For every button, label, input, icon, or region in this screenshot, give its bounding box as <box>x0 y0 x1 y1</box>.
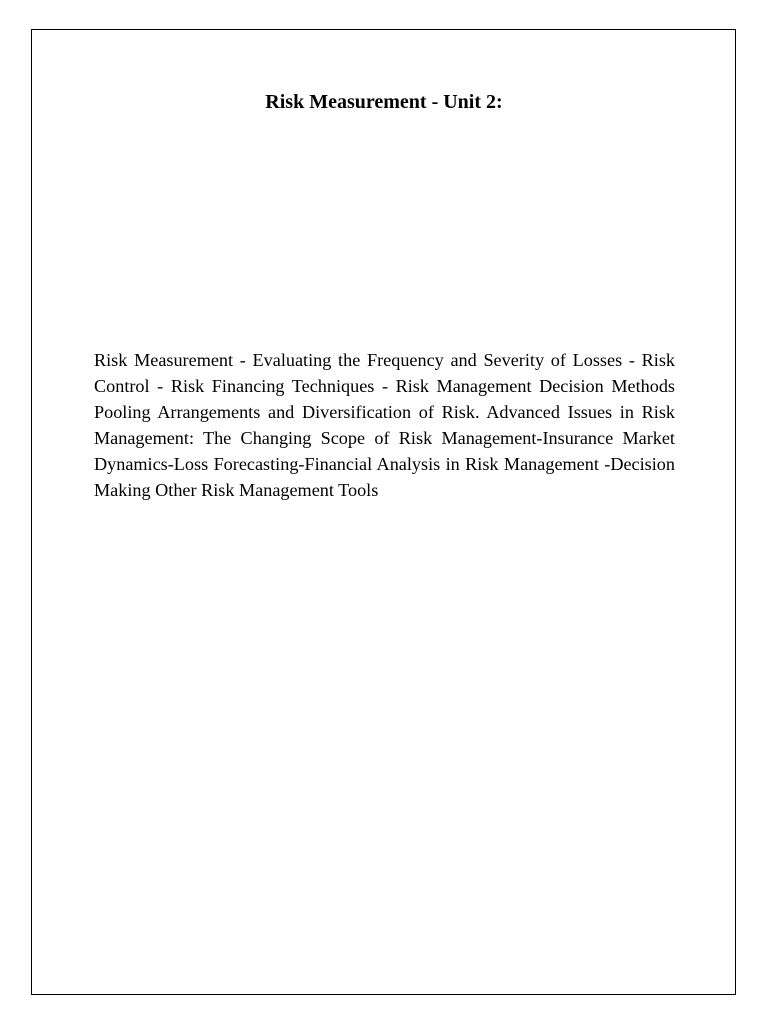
page-border <box>31 29 736 995</box>
page-title: Risk Measurement - Unit 2: <box>265 91 503 113</box>
syllabus-paragraph: Risk Measurement - Evaluating the Frequency and Severity of Losses - Risk Control - Risk Financing Techniques - Risk Management Decision Methods Pooling Arrangements and Diversification of Risk. Advanced Issues in Risk Management: The Changing Scope of Risk Management-Insurance Market Dynamics-Loss Forecasting-Financial Analysis in Risk Management -Decision Making Other Risk Management Tools <box>94 350 675 500</box>
